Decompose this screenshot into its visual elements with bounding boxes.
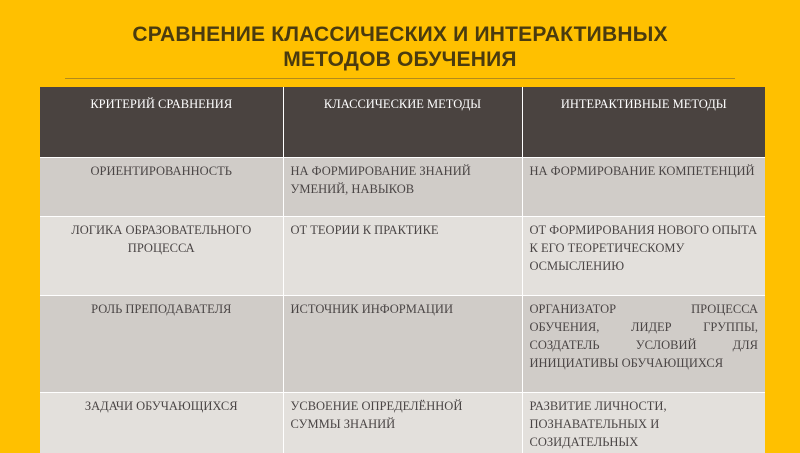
table-row — [40, 158, 765, 217]
slide-title-line-1: СРАВНЕНИЕ КЛАССИЧЕСКИХ И ИНТЕРАКТИВНЫХ — [0, 22, 800, 47]
slide-title-line-2: МЕТОДОВ ОБУЧЕНИЯ — [0, 47, 800, 72]
cell-interactive: РАЗВИТИЕ ЛИЧНОСТИ, ПОЗНАВАТЕЛЬНЫХ И СОЗИДАТЕЛЬНЫХ — [522, 393, 765, 453]
table-row — [40, 393, 765, 453]
cell-criterion: ЗАДАЧИ ОБУЧАЮЩИХСЯ — [40, 393, 283, 453]
cell-classic: ИСТОЧНИК ИНФОРМАЦИИ — [283, 296, 522, 393]
table-header-row — [40, 87, 765, 158]
comparison-table — [40, 87, 765, 453]
cell-classic: НА ФОРМИРОВАНИЕ ЗНАНИЙ УМЕНИЙ, НАВЫКОВ — [283, 158, 522, 217]
cell-interactive: ОРГАНИЗАТОР ПРОЦЕССА ОБУЧЕНИЯ, ЛИДЕР ГРУППЫ, СОЗДАТЕЛЬ УСЛОВИЙ ДЛЯ ИНИЦИАТИВЫ ОБУЧАЮЩИХСЯ — [522, 296, 765, 393]
title-divider — [65, 78, 735, 79]
cell-classic: УСВОЕНИЕ ОПРЕДЕЛЁННОЙ СУММЫ ЗНАНИЙ — [283, 393, 522, 453]
table-row — [40, 296, 765, 393]
cell-criterion: РОЛЬ ПРЕПОДАВАТЕЛЯ — [40, 296, 283, 393]
cell-classic: ОТ ТЕОРИИ К ПРАКТИКЕ — [283, 217, 522, 296]
table-row — [40, 217, 765, 296]
header-interactive-methods: ИНТЕРАКТИВНЫЕ МЕТОДЫ — [522, 87, 765, 158]
header-classic-methods: КЛАССИЧЕСКИЕ МЕТОДЫ — [283, 87, 522, 158]
cell-interactive: ОТ ФОРМИРОВАНИЯ НОВОГО ОПЫТА К ЕГО ТЕОРЕТИЧЕСКОМУ ОСМЫСЛЕНИЮ — [522, 217, 765, 296]
cell-criterion: ЛОГИКА ОБРАЗОВАТЕЛЬНОГО ПРОЦЕССА — [40, 217, 283, 296]
header-criterion: КРИТЕРИЙ СРАВНЕНИЯ — [40, 87, 283, 158]
slide-title — [0, 22, 800, 72]
cell-interactive: НА ФОРМИРОВАНИЕ КОМПЕТЕНЦИЙ — [522, 158, 765, 217]
cell-criterion: ОРИЕНТИРОВАННОСТЬ — [40, 158, 283, 217]
